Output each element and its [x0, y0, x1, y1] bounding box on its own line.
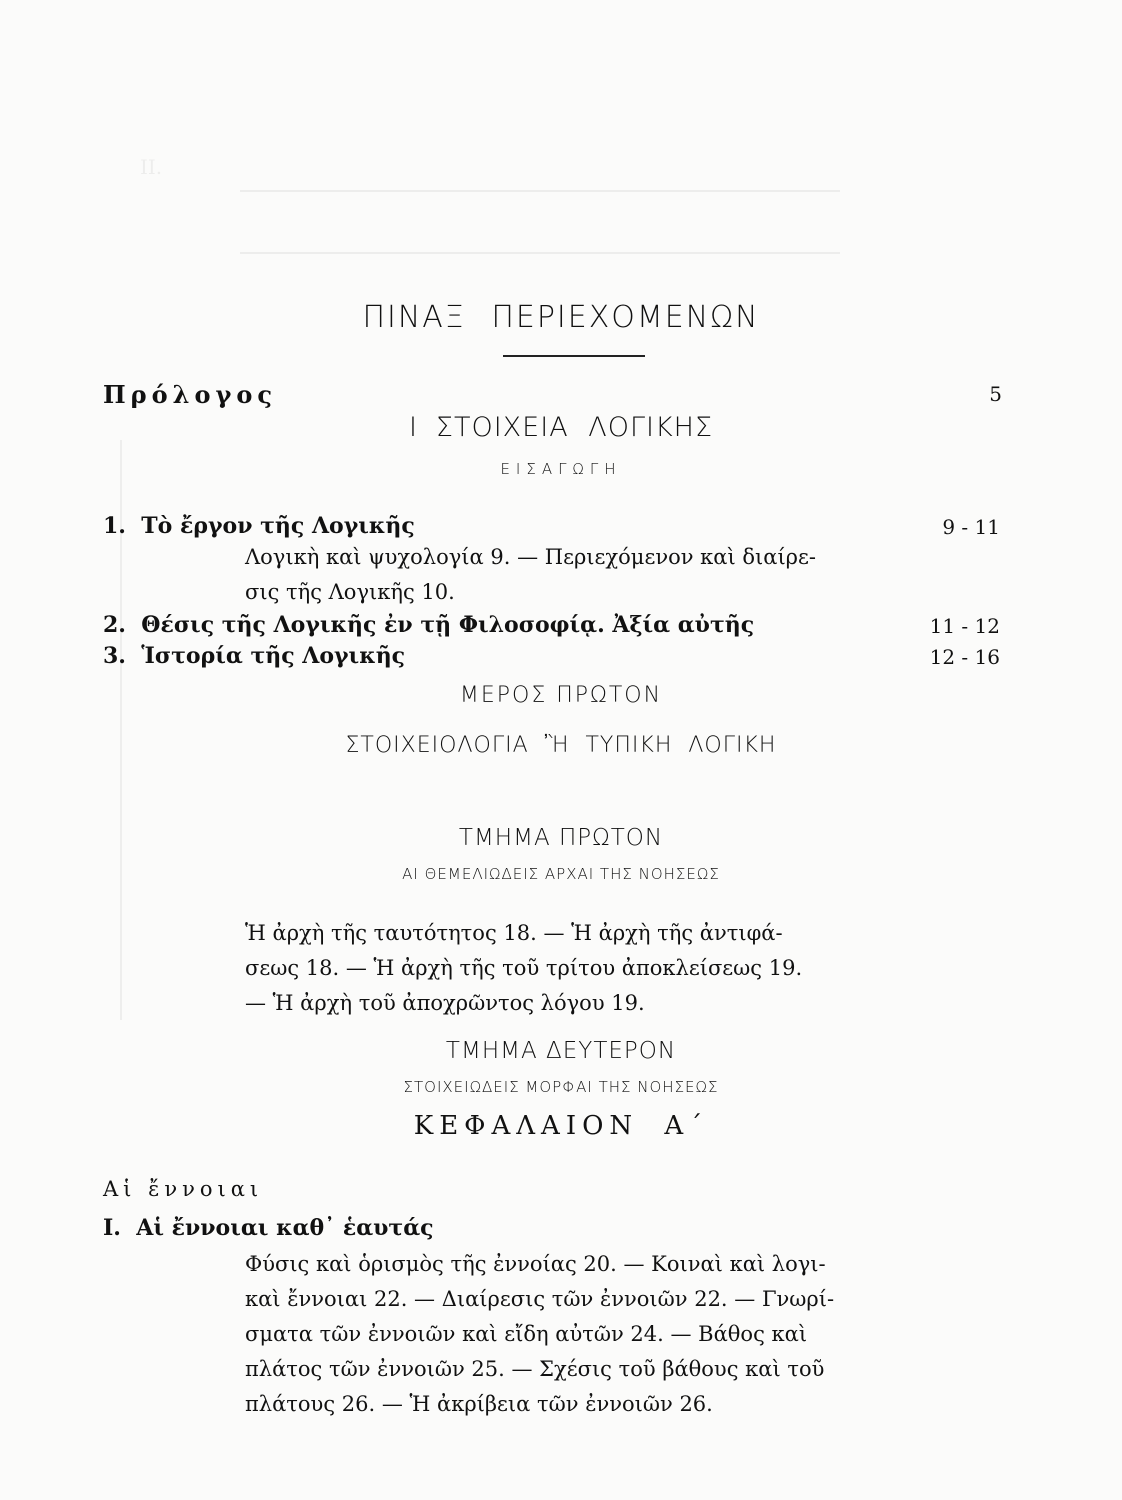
description-line: πλάτος τῶν ἐννοιῶν 25. — Σχέσις τοῦ βάθους καὶ τοῦ — [245, 1357, 825, 1381]
part-title: ΣΤΟΙΧΕΙΑ ΛΟΓΙΚΗΣ — [435, 412, 714, 443]
entry-title: Θέσις τῆς Λογικῆς ἐν τῇ Φιλοσοφίᾳ. Ἀξία αὐτῆς — [141, 612, 755, 638]
bleed-through-text: II. — [140, 155, 258, 179]
description-line: Φύσις καὶ ὁρισμὸς τῆς ἐννοίας 20. — Κοιναὶ καὶ λογι- — [245, 1252, 826, 1276]
entry-number: 1. — [103, 513, 126, 539]
part-one-heading: ΜΕΡΟΣ ΠΡΩΤΟΝ — [459, 683, 663, 708]
elementology-heading: ΣΤΟΙΧΕΙΟΛΟΓΙΑ Ἢ ΤΥΠΙΚΗ ΛΟΓΙΚΗ — [345, 733, 777, 758]
section-one-description — [245, 916, 802, 1021]
entry-title: Ἱστορία τῆς Λογικῆς — [141, 643, 406, 669]
description-line: σεως 18. — Ἡ ἀρχὴ τῆς τοῦ τρίτου ἀποκλείσεως 19. — [245, 956, 803, 980]
intro-subtitle: ΕΙΣΑΓΩΓΗ — [500, 460, 622, 478]
toc-entry — [103, 513, 415, 539]
description-line: πλάτους 26. — Ἡ ἀκρίβεια τῶν ἐννοιῶν 26. — [245, 1392, 713, 1416]
description-line: Ἡ ἀρχὴ τῆς ταυτότητος 18. — Ἡ ἀρχὴ τῆς ἀντιφά- — [245, 921, 783, 945]
entry-number: 3. — [103, 643, 126, 669]
bleed-through-lines — [240, 190, 840, 254]
prologue-label: Πρόλογος — [103, 380, 277, 409]
entry-pages: 12 - 16 — [929, 645, 1000, 669]
part-numeral: I — [408, 412, 418, 443]
entry-title: Τὸ ἔργον τῆς Λογικῆς — [141, 513, 415, 539]
section-I-description — [245, 1247, 834, 1422]
section-one-subtitle: ΑΙ ΘΕΜΕΛΙΩΔΕΙΣ ΑΡΧΑΙ ΤΗΣ ΝΟΗΣΕΩΣ — [402, 865, 720, 883]
section-two-subtitle: ΣΤΟΙΧΕΙΩΔΕΙΣ ΜΟΡΦΑΙ ΤΗΣ ΝΟΗΣΕΩΣ — [403, 1078, 719, 1096]
entry-pages: 11 - 12 — [929, 614, 1000, 638]
description-line: σματα τῶν ἐννοιῶν καὶ εἴδη αὐτῶν 24. — Βάθος καὶ — [245, 1322, 808, 1346]
entry-pages: 9 - 11 — [942, 515, 1000, 539]
description-line: σις τῆς Λογικῆς 10. — [245, 580, 455, 604]
prologue-page: 5 — [989, 382, 1002, 406]
page-title: ΠΙΝΑΞ ΠΕΡΙΕΧΟΜΕΝΩΝ — [362, 300, 760, 335]
entry-description — [245, 540, 816, 610]
section-two-heading: ΤΜΗΜΑ ΔΕΥΤΕΡΟΝ — [445, 1038, 677, 1064]
title-rule — [503, 355, 645, 357]
description-line: Λογικὴ καὶ ψυχολογία 9. — Περιεχόμενον καὶ διαίρε- — [245, 545, 816, 569]
entry-number: I. — [103, 1215, 121, 1241]
chapter-heading: ΚΕΦΑΛΑΙΟΝ Α΄ — [413, 1111, 709, 1141]
toc-entry — [103, 643, 405, 669]
toc-entry — [103, 612, 754, 638]
description-line: καὶ ἔννοιαι 22. — Διαίρεσις τῶν ἐννοιῶν 22. — Γνωρί- — [245, 1287, 835, 1311]
description-line: — Ἡ ἀρχὴ τοῦ ἀποχρῶντος λόγου 19. — [245, 991, 645, 1015]
part-heading — [0, 412, 1122, 443]
entry-number: 2. — [103, 612, 126, 638]
chapter-topic-label: Αἱ ἔννοιαι — [103, 1177, 264, 1201]
toc-entry — [103, 1215, 434, 1241]
entry-title: Αἱ ἔννοιαι καθ᾽ ἑαυτάς — [136, 1215, 434, 1241]
section-one-heading: ΤΜΗΜΑ ΠΡΩΤΟΝ — [458, 825, 664, 851]
